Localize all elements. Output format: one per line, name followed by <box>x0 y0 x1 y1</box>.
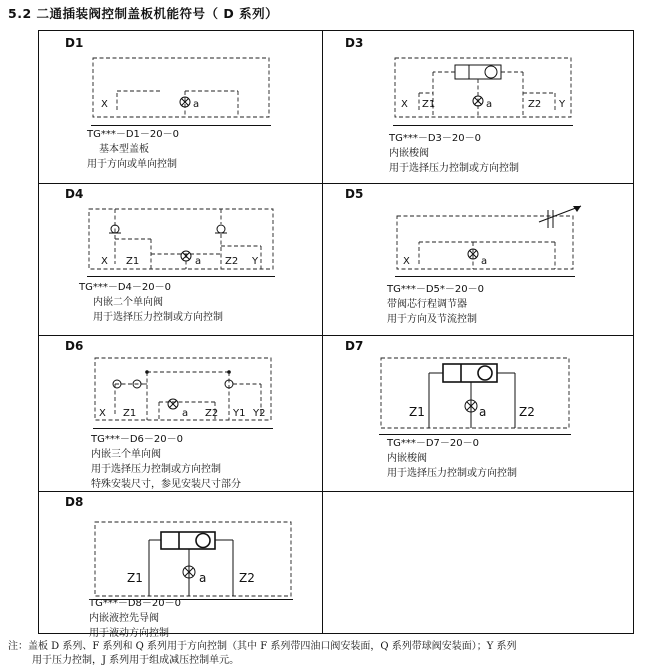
port-label: Y2 <box>253 408 266 419</box>
model-code: TG***－D5*－20－0 <box>387 284 485 295</box>
port-label: Z2 <box>519 405 535 419</box>
description-line: 内嵌二个单向阀 <box>93 297 163 308</box>
port-label: a <box>195 256 202 267</box>
port-label: X <box>101 99 108 110</box>
port-label: a <box>182 408 189 419</box>
d6-description <box>91 432 241 492</box>
description-line: 用于选择压力控制或方向控制 <box>93 312 223 323</box>
symbol-underline <box>379 434 571 435</box>
panel-id: D3 <box>345 36 364 50</box>
panel-d5 <box>323 184 633 335</box>
port-label: Z2 <box>239 571 255 585</box>
symbol-table <box>38 30 634 639</box>
port-label: X <box>403 256 410 267</box>
description-line: 特殊安装尺寸，参见安装尺寸部分 <box>91 479 241 490</box>
description-line: 内嵌梭阀 <box>389 148 429 159</box>
model-code: TG***－D4－20－0 <box>79 282 172 293</box>
check-valve-icon <box>217 225 225 233</box>
port-label: Z1 <box>127 571 143 585</box>
port-label: Z1 <box>409 405 425 419</box>
description-line: 用于方向或单向控制 <box>87 159 177 170</box>
panel-id: D4 <box>65 187 84 201</box>
port-label: X <box>99 408 106 419</box>
description-line: 用于选择压力控制或方向控制 <box>91 464 221 475</box>
d8-description <box>89 596 181 641</box>
panel-d8 <box>39 492 322 639</box>
port-label: Y <box>252 256 259 267</box>
panel-d4 <box>39 184 322 335</box>
port-label: Z1 <box>123 408 137 419</box>
panel-empty <box>323 492 633 633</box>
panel-id: D6 <box>65 339 84 353</box>
footnote-line: 注：盖板 D 系列、F 系列和 Q 系列用于方向控制（其中 F 系列带四油口阀安装面，Q 系列带球阀安装面）；Y 系列 <box>8 641 517 652</box>
description-line: 用于方向及节流控制 <box>387 314 477 325</box>
page-heading: 5.2 二通插装阀控制盖板机能符号（ D 系列） <box>8 6 279 21</box>
model-code: TG***－D6－20－0 <box>91 434 184 445</box>
port-label: a <box>481 256 488 267</box>
port-label: Z1 <box>422 99 436 110</box>
description-line: 用于选择压力控制或方向控制 <box>389 163 519 174</box>
port-label: X <box>401 99 408 110</box>
panel-id: D7 <box>345 339 364 353</box>
d3-description <box>389 131 519 176</box>
port-label: Y1 <box>233 408 246 419</box>
panel-id: D1 <box>65 36 84 50</box>
port-label: a <box>486 99 493 110</box>
model-code: TG***－D8－20－0 <box>89 598 182 609</box>
d5-description <box>387 282 484 327</box>
port-label: a <box>199 571 207 585</box>
description-line: 基本型盖板 <box>99 144 149 155</box>
footnote-line: 用于压力控制，J 系列用于组成减压控制单元。 <box>32 655 240 666</box>
description-line: 内嵌液控先导阀 <box>89 613 159 624</box>
panel-d1 <box>39 31 322 183</box>
panel-id: D5 <box>345 187 364 201</box>
d7-description <box>387 436 517 481</box>
port-label: a <box>479 405 487 419</box>
stroke-adjuster-icon <box>539 206 581 228</box>
symbol-underline <box>93 428 273 429</box>
model-code: TG***－D1－20－0 <box>87 129 180 140</box>
panel-d7 <box>323 336 633 491</box>
symbol-underline <box>393 125 573 126</box>
description-line: 用于液动方向控制 <box>89 628 169 639</box>
description-line: 内嵌梭阀 <box>387 453 427 464</box>
panel-id: D8 <box>65 495 84 509</box>
port-label: a <box>193 99 200 110</box>
panel-d6 <box>39 336 322 491</box>
footnote <box>8 640 664 668</box>
symbol-underline <box>91 125 271 126</box>
description-line: 带阀芯行程调节器 <box>387 299 467 310</box>
port-label: Z2 <box>225 256 239 267</box>
symbol-underline <box>87 276 275 277</box>
d1-symbol <box>39 31 322 183</box>
port-label: Z2 <box>205 408 219 419</box>
description-line: 用于选择压力控制或方向控制 <box>387 468 517 479</box>
model-code: TG***－D3－20－0 <box>389 133 482 144</box>
port-label: X <box>101 256 108 267</box>
port-label: Z2 <box>528 99 542 110</box>
model-code: TG***－D7－20－0 <box>387 438 480 449</box>
description-line: 内嵌三个单向阀 <box>91 449 161 460</box>
d1-description <box>87 127 179 172</box>
panel-d3 <box>323 31 633 183</box>
port-label: Y <box>559 99 566 110</box>
d4-description <box>79 280 223 325</box>
symbol-underline <box>395 276 575 277</box>
port-label: Z1 <box>126 256 140 267</box>
